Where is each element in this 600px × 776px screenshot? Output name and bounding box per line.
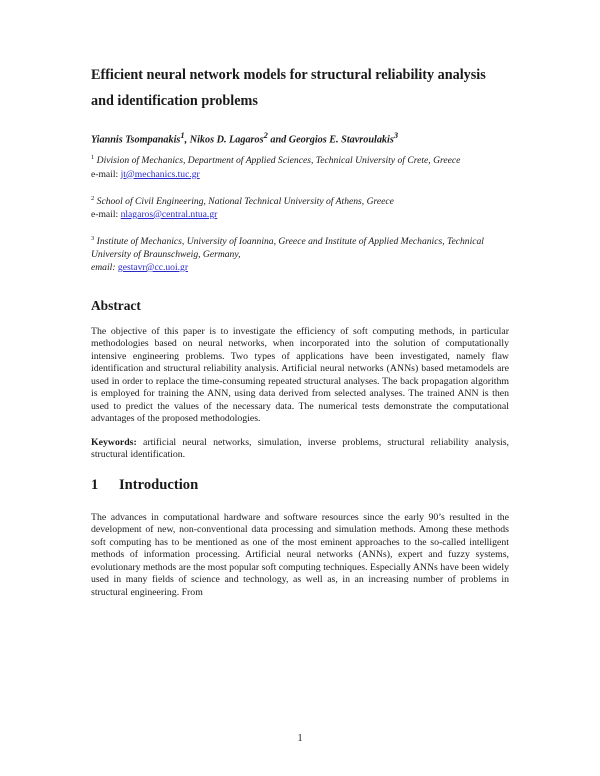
author-affiliation-mark: 2 <box>263 130 268 140</box>
affiliation-text: School of Civil Engineering, National Technical University of Athens, Greece <box>96 195 394 207</box>
affiliation-text: Institute of Mechanics, University of Ioannina, Greece and Institute of Applied Mechanics, Technical University of Braunschweig, Germany, <box>91 235 484 260</box>
keywords-paragraph <box>91 437 509 462</box>
affiliation-number: 2 <box>91 194 95 202</box>
abstract-body: The objective of this paper is to investigate the efficiency of soft computing methods, in particular methodologies based on neural networks, when incorporated into the solution of computationally intensive engineering problems. Two types of applications have been investigated, namely flaw identification and structural reliability analysis. Artificial neural networks (ANNs) based metamodels are used in order to replace the time-consuming repeated structural analyses. The back propagation algorithm is employed for training the ANN, using data derived from selected analyses. The trained ANN is then used to predict the values of the necessary data. The numerical tests demonstrate the computational advantages of the proposed methodologies. <box>91 325 509 425</box>
email-link[interactable]: nlagaros@central.ntua.gr <box>120 208 218 220</box>
author-name: Georgios E. Stavroulakis <box>288 134 394 146</box>
keywords-text: artificial neural networks, simulation, inverse problems, structural reliability analysis, structural identification. <box>91 436 509 461</box>
email-label: e-mail: <box>91 168 119 180</box>
email-link[interactable]: gestavr@cc.uoi.gr <box>117 261 189 273</box>
email-label: e-mail: <box>91 208 119 220</box>
email-link[interactable]: jt@mechanics.tuc.gr <box>120 168 200 180</box>
author-affiliation-mark: 3 <box>393 130 399 140</box>
affiliation-text: Division of Mechanics, Department of Applied Sciences, Technical University of Crete, Greece <box>96 155 461 167</box>
author-affiliation-mark: 1 <box>180 130 185 140</box>
paper-title: Efficient neural network models for structural reliability analysis and identification problems <box>91 67 486 109</box>
affiliation-block <box>91 151 509 180</box>
affiliation-number: 1 <box>91 154 95 162</box>
affiliation-number: 3 <box>91 234 95 242</box>
section-heading <box>91 476 509 494</box>
author-conjunction: and <box>270 134 287 146</box>
section-number: 1 <box>91 476 99 493</box>
affiliation-block <box>91 232 509 274</box>
section-title: Introduction <box>119 476 199 493</box>
author-line: Yiannis Tsompanakis$^1$, Nikos D. Lagaros$^2$ and Georgios E. Stavroulakis$^3$ <box>91 130 399 146</box>
author-name: Yiannis Tsompanakis <box>91 134 181 146</box>
introduction-body: The advances in computational hardware and software resources since the early 90’s resulted in the development of new, non-conventional data processing and simulation methods. Among these methods soft computing has to be mentioned as one of the most eminent approaches to the so-called intelligent methods of information processing. Artificial neural networks (ANNs), expert and fuzzy systems, evolutionary methods are the most popular soft computing techniques. Especially ANNs have been widely used in many fields of science and technology, as well as, in an increasing number of problems in structural engineering. From <box>91 511 509 598</box>
affiliation-block <box>91 192 509 221</box>
page-content <box>91 62 509 599</box>
abstract-heading: Abstract <box>91 297 141 313</box>
keywords-label: Keywords: <box>91 436 137 448</box>
email-label: email: <box>91 261 116 273</box>
author-name: Nikos D. Lagaros <box>189 134 264 146</box>
page-number: 1 <box>297 733 303 744</box>
